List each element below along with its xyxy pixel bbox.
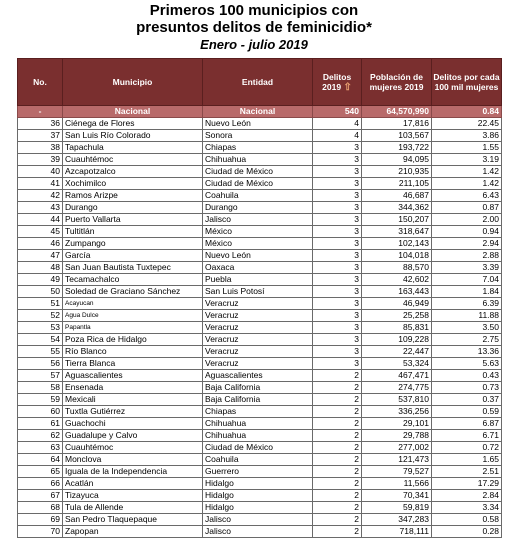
row-no: 51 (18, 298, 63, 310)
header-municipio: Municipio (63, 59, 203, 106)
row-municipio: Zapopan (63, 526, 203, 538)
row-poblacion: 103,567 (362, 130, 432, 142)
row-no: 54 (18, 334, 63, 346)
table-row (18, 238, 502, 250)
row-municipio: Tuxtla Gutiérrez (63, 406, 203, 418)
row-entidad: Jalisco (203, 214, 313, 226)
row-tasa: 0.37 (432, 394, 502, 406)
row-delitos: 3 (313, 238, 362, 250)
row-delitos: 2 (313, 418, 362, 430)
row-municipio: García (63, 250, 203, 262)
row-entidad: Nuevo León (203, 250, 313, 262)
table-row (18, 406, 502, 418)
row-entidad: Hidalgo (203, 490, 313, 502)
row-poblacion: 537,810 (362, 394, 432, 406)
row-no: 64 (18, 454, 63, 466)
row-tasa: 2.51 (432, 466, 502, 478)
row-municipio: Xochimilco (63, 178, 203, 190)
table-header-row (18, 59, 502, 106)
row-entidad: Veracruz (203, 346, 313, 358)
row-poblacion: 344,362 (362, 202, 432, 214)
row-delitos: 3 (313, 334, 362, 346)
row-entidad: Hidalgo (203, 502, 313, 514)
row-municipio: Guachochi (63, 418, 203, 430)
row-no: 55 (18, 346, 63, 358)
row-poblacion: 17,816 (362, 118, 432, 130)
row-entidad: México (203, 238, 313, 250)
row-tasa: 17.29 (432, 478, 502, 490)
row-municipio: Zumpango (63, 238, 203, 250)
national-delitos: 540 (313, 106, 362, 118)
national-tasa: 0.84 (432, 106, 502, 118)
row-tasa: 3.19 (432, 154, 502, 166)
row-delitos: 3 (313, 358, 362, 370)
row-no: 43 (18, 202, 63, 214)
row-delitos: 2 (313, 394, 362, 406)
row-poblacion: 42,602 (362, 274, 432, 286)
subtitle: Enero - julio 2019 (200, 37, 308, 52)
row-poblacion: 467,471 (362, 370, 432, 382)
table-row (18, 202, 502, 214)
table-row (18, 298, 502, 310)
row-poblacion: 53,324 (362, 358, 432, 370)
row-no: 66 (18, 478, 63, 490)
row-municipio: Monclova (63, 454, 203, 466)
table-row (18, 358, 502, 370)
row-poblacion: 211,105 (362, 178, 432, 190)
table-row (18, 490, 502, 502)
row-tasa: 2.75 (432, 334, 502, 346)
row-delitos: 2 (313, 466, 362, 478)
row-poblacion: 150,207 (362, 214, 432, 226)
row-tasa: 0.94 (432, 226, 502, 238)
table-row (18, 178, 502, 190)
row-entidad: Chiapas (203, 406, 313, 418)
row-poblacion: 94,095 (362, 154, 432, 166)
row-tasa: 0.72 (432, 442, 502, 454)
row-no: 61 (18, 418, 63, 430)
row-delitos: 3 (313, 250, 362, 262)
row-poblacion: 121,473 (362, 454, 432, 466)
row-entidad: Guerrero (203, 466, 313, 478)
table-row (18, 454, 502, 466)
row-poblacion: 193,722 (362, 142, 432, 154)
row-delitos: 3 (313, 178, 362, 190)
row-delitos: 2 (313, 478, 362, 490)
table-row (18, 442, 502, 454)
header-delitos (313, 59, 362, 106)
row-delitos: 3 (313, 310, 362, 322)
row-delitos: 2 (313, 382, 362, 394)
table-row (18, 514, 502, 526)
table-row (18, 154, 502, 166)
row-entidad: Chiapas (203, 142, 313, 154)
row-poblacion: 29,788 (362, 430, 432, 442)
row-no: 56 (18, 358, 63, 370)
row-municipio: Acayucan (63, 298, 203, 310)
row-delitos: 3 (313, 286, 362, 298)
row-entidad: Hidalgo (203, 478, 313, 490)
row-poblacion: 29,101 (362, 418, 432, 430)
row-no: 49 (18, 274, 63, 286)
table-row (18, 418, 502, 430)
row-municipio: Cuauhtémoc (63, 442, 203, 454)
row-no: 46 (18, 238, 63, 250)
row-tasa: 0.43 (432, 370, 502, 382)
row-entidad: Durango (203, 202, 313, 214)
national-no: - (18, 106, 63, 118)
row-tasa: 2.00 (432, 214, 502, 226)
row-tasa: 3.50 (432, 322, 502, 334)
row-municipio: Durango (63, 202, 203, 214)
row-tasa: 0.87 (432, 202, 502, 214)
table-row (18, 394, 502, 406)
table-row (18, 430, 502, 442)
row-poblacion: 79,527 (362, 466, 432, 478)
row-entidad: Veracruz (203, 298, 313, 310)
row-poblacion: 163,443 (362, 286, 432, 298)
row-municipio: Tula de Allende (63, 502, 203, 514)
row-no: 69 (18, 514, 63, 526)
row-delitos: 3 (313, 346, 362, 358)
row-delitos: 2 (313, 514, 362, 526)
row-poblacion: 46,687 (362, 190, 432, 202)
row-entidad: Chihuahua (203, 154, 313, 166)
row-delitos: 2 (313, 442, 362, 454)
row-municipio: Tecamachalco (63, 274, 203, 286)
header-tasa: Delitos por cada 100 mil mujeres (432, 59, 502, 106)
row-delitos: 3 (313, 190, 362, 202)
table-row (18, 118, 502, 130)
row-municipio: Tizayuca (63, 490, 203, 502)
row-delitos: 2 (313, 502, 362, 514)
row-tasa: 6.71 (432, 430, 502, 442)
row-municipio: Ensenada (63, 382, 203, 394)
table-row (18, 214, 502, 226)
row-entidad: Ciudad de México (203, 442, 313, 454)
table-row (18, 274, 502, 286)
row-tasa: 1.42 (432, 178, 502, 190)
row-municipio: Acatlán (63, 478, 203, 490)
row-entidad: Sonora (203, 130, 313, 142)
row-tasa: 1.55 (432, 142, 502, 154)
row-poblacion: 11,566 (362, 478, 432, 490)
row-tasa: 2.88 (432, 250, 502, 262)
row-delitos: 3 (313, 322, 362, 334)
table-row (18, 262, 502, 274)
row-entidad: Ciudad de México (203, 178, 313, 190)
row-entidad: Chihuahua (203, 418, 313, 430)
row-delitos: 3 (313, 298, 362, 310)
row-delitos: 3 (313, 274, 362, 286)
row-tasa: 1.42 (432, 166, 502, 178)
row-municipio: Guadalupe y Calvo (63, 430, 203, 442)
row-entidad: Jalisco (203, 514, 313, 526)
row-poblacion: 70,341 (362, 490, 432, 502)
row-municipio: Puerto Vallarta (63, 214, 203, 226)
page-title (0, 2, 508, 36)
row-poblacion: 88,570 (362, 262, 432, 274)
row-poblacion: 210,935 (362, 166, 432, 178)
title-line-1: Primeros 100 municipios con (149, 2, 359, 19)
row-poblacion: 274,775 (362, 382, 432, 394)
table-row (18, 130, 502, 142)
row-no: 67 (18, 490, 63, 502)
row-tasa: 22.45 (432, 118, 502, 130)
row-no: 59 (18, 394, 63, 406)
table-row (18, 478, 502, 490)
row-municipio: San Luis Río Colorado (63, 130, 203, 142)
row-no: 37 (18, 130, 63, 142)
row-municipio: Soledad de Graciano Sánchez (63, 286, 203, 298)
table-row (18, 370, 502, 382)
row-delitos: 3 (313, 202, 362, 214)
municipios-table (17, 58, 502, 538)
row-no: 53 (18, 322, 63, 334)
row-tasa: 1.84 (432, 286, 502, 298)
row-delitos: 3 (313, 226, 362, 238)
row-poblacion: 104,018 (362, 250, 432, 262)
title-line-2: presuntos delitos de feminicidio* (136, 19, 372, 36)
row-poblacion: 102,143 (362, 238, 432, 250)
row-tasa: 0.58 (432, 514, 502, 526)
row-municipio: Tultitlán (63, 226, 203, 238)
row-no: 58 (18, 382, 63, 394)
table-row (18, 166, 502, 178)
table-row (18, 322, 502, 334)
row-no: 63 (18, 442, 63, 454)
table-row (18, 142, 502, 154)
row-poblacion: 318,647 (362, 226, 432, 238)
row-no: 45 (18, 226, 63, 238)
row-entidad: Veracruz (203, 358, 313, 370)
row-municipio: Poza Rica de Hidalgo (63, 334, 203, 346)
row-no: 57 (18, 370, 63, 382)
national-row (18, 106, 502, 118)
row-delitos: 2 (313, 430, 362, 442)
row-municipio: Cuauhtémoc (63, 154, 203, 166)
row-delitos: 2 (313, 370, 362, 382)
row-no: 52 (18, 310, 63, 322)
row-no: 47 (18, 250, 63, 262)
row-entidad: Veracruz (203, 322, 313, 334)
row-tasa: 5.63 (432, 358, 502, 370)
row-municipio: San Juan Bautista Tuxtepec (63, 262, 203, 274)
row-entidad: Coahuila (203, 454, 313, 466)
row-tasa: 3.34 (432, 502, 502, 514)
header-delitos-label: Delitos 2019 (322, 71, 352, 92)
row-tasa: 0.28 (432, 526, 502, 538)
row-delitos: 2 (313, 490, 362, 502)
row-delitos: 2 (313, 454, 362, 466)
row-municipio: Azcapotzalco (63, 166, 203, 178)
row-no: 44 (18, 214, 63, 226)
row-no: 50 (18, 286, 63, 298)
row-poblacion: 718,111 (362, 526, 432, 538)
national-municipio: Nacional (63, 106, 203, 118)
row-tasa: 3.39 (432, 262, 502, 274)
table-row (18, 250, 502, 262)
row-no: 38 (18, 142, 63, 154)
row-no: 39 (18, 154, 63, 166)
row-delitos: 3 (313, 262, 362, 274)
row-entidad: Baja California (203, 394, 313, 406)
row-no: 48 (18, 262, 63, 274)
row-tasa: 6.39 (432, 298, 502, 310)
row-no: 65 (18, 466, 63, 478)
row-poblacion: 85,831 (362, 322, 432, 334)
row-delitos: 2 (313, 406, 362, 418)
row-poblacion: 59,819 (362, 502, 432, 514)
row-municipio: Río Blanco (63, 346, 203, 358)
table-row (18, 226, 502, 238)
row-entidad: San Luis Potosí (203, 286, 313, 298)
row-no: 62 (18, 430, 63, 442)
table-row (18, 310, 502, 322)
national-poblacion: 64,570,990 (362, 106, 432, 118)
row-poblacion: 347,283 (362, 514, 432, 526)
row-entidad: Nuevo León (203, 118, 313, 130)
row-municipio: Ciénega de Flores (63, 118, 203, 130)
row-municipio: Agua Dulce (63, 310, 203, 322)
row-entidad: Oaxaca (203, 262, 313, 274)
row-municipio: Ramos Arizpe (63, 190, 203, 202)
row-entidad: Veracruz (203, 310, 313, 322)
row-poblacion: 25,258 (362, 310, 432, 322)
row-entidad: Jalisco (203, 526, 313, 538)
row-poblacion: 46,949 (362, 298, 432, 310)
header-entidad: Entidad (203, 59, 313, 106)
row-municipio: Tapachula (63, 142, 203, 154)
table-row (18, 190, 502, 202)
row-tasa: 13.36 (432, 346, 502, 358)
row-delitos: 4 (313, 130, 362, 142)
table-row (18, 382, 502, 394)
row-no: 42 (18, 190, 63, 202)
header-no: No. (18, 59, 63, 106)
row-tasa: 7.04 (432, 274, 502, 286)
row-poblacion: 336,256 (362, 406, 432, 418)
table-row (18, 466, 502, 478)
sort-arrow-icon: ⇧ (343, 81, 352, 93)
row-delitos: 3 (313, 142, 362, 154)
row-delitos: 3 (313, 214, 362, 226)
row-municipio: Papantla (63, 322, 203, 334)
row-tasa: 2.84 (432, 490, 502, 502)
row-no: 68 (18, 502, 63, 514)
row-delitos: 2 (313, 526, 362, 538)
row-entidad: Coahuila (203, 190, 313, 202)
row-no: 60 (18, 406, 63, 418)
row-no: 41 (18, 178, 63, 190)
row-entidad: Puebla (203, 274, 313, 286)
row-no: 40 (18, 166, 63, 178)
row-tasa: 0.59 (432, 406, 502, 418)
row-entidad: Baja California (203, 382, 313, 394)
row-delitos: 3 (313, 166, 362, 178)
row-tasa: 3.86 (432, 130, 502, 142)
row-entidad: Ciudad de México (203, 166, 313, 178)
row-entidad: Veracruz (203, 334, 313, 346)
row-entidad: Chihuahua (203, 430, 313, 442)
row-no: 36 (18, 118, 63, 130)
row-tasa: 1.65 (432, 454, 502, 466)
table-row (18, 334, 502, 346)
row-delitos: 3 (313, 154, 362, 166)
row-tasa: 11.88 (432, 310, 502, 322)
row-entidad: Aguascalientes (203, 370, 313, 382)
row-poblacion: 22,447 (362, 346, 432, 358)
header-poblacion: Población de mujeres 2019 (362, 59, 432, 106)
row-municipio: Aguascalientes (63, 370, 203, 382)
table-body (18, 106, 502, 538)
row-municipio: Iguala de la Independencia (63, 466, 203, 478)
row-entidad: México (203, 226, 313, 238)
row-poblacion: 109,228 (362, 334, 432, 346)
row-poblacion: 277,002 (362, 442, 432, 454)
row-tasa: 6.43 (432, 190, 502, 202)
table-row (18, 286, 502, 298)
row-tasa: 2.94 (432, 238, 502, 250)
national-entidad: Nacional (203, 106, 313, 118)
row-tasa: 6.87 (432, 418, 502, 430)
row-delitos: 4 (313, 118, 362, 130)
table-row (18, 502, 502, 514)
row-tasa: 0.73 (432, 382, 502, 394)
row-no: 70 (18, 526, 63, 538)
row-municipio: San Pedro Tlaquepaque (63, 514, 203, 526)
row-municipio: Tierra Blanca (63, 358, 203, 370)
table-row (18, 346, 502, 358)
table-row (18, 526, 502, 538)
row-municipio: Mexicali (63, 394, 203, 406)
